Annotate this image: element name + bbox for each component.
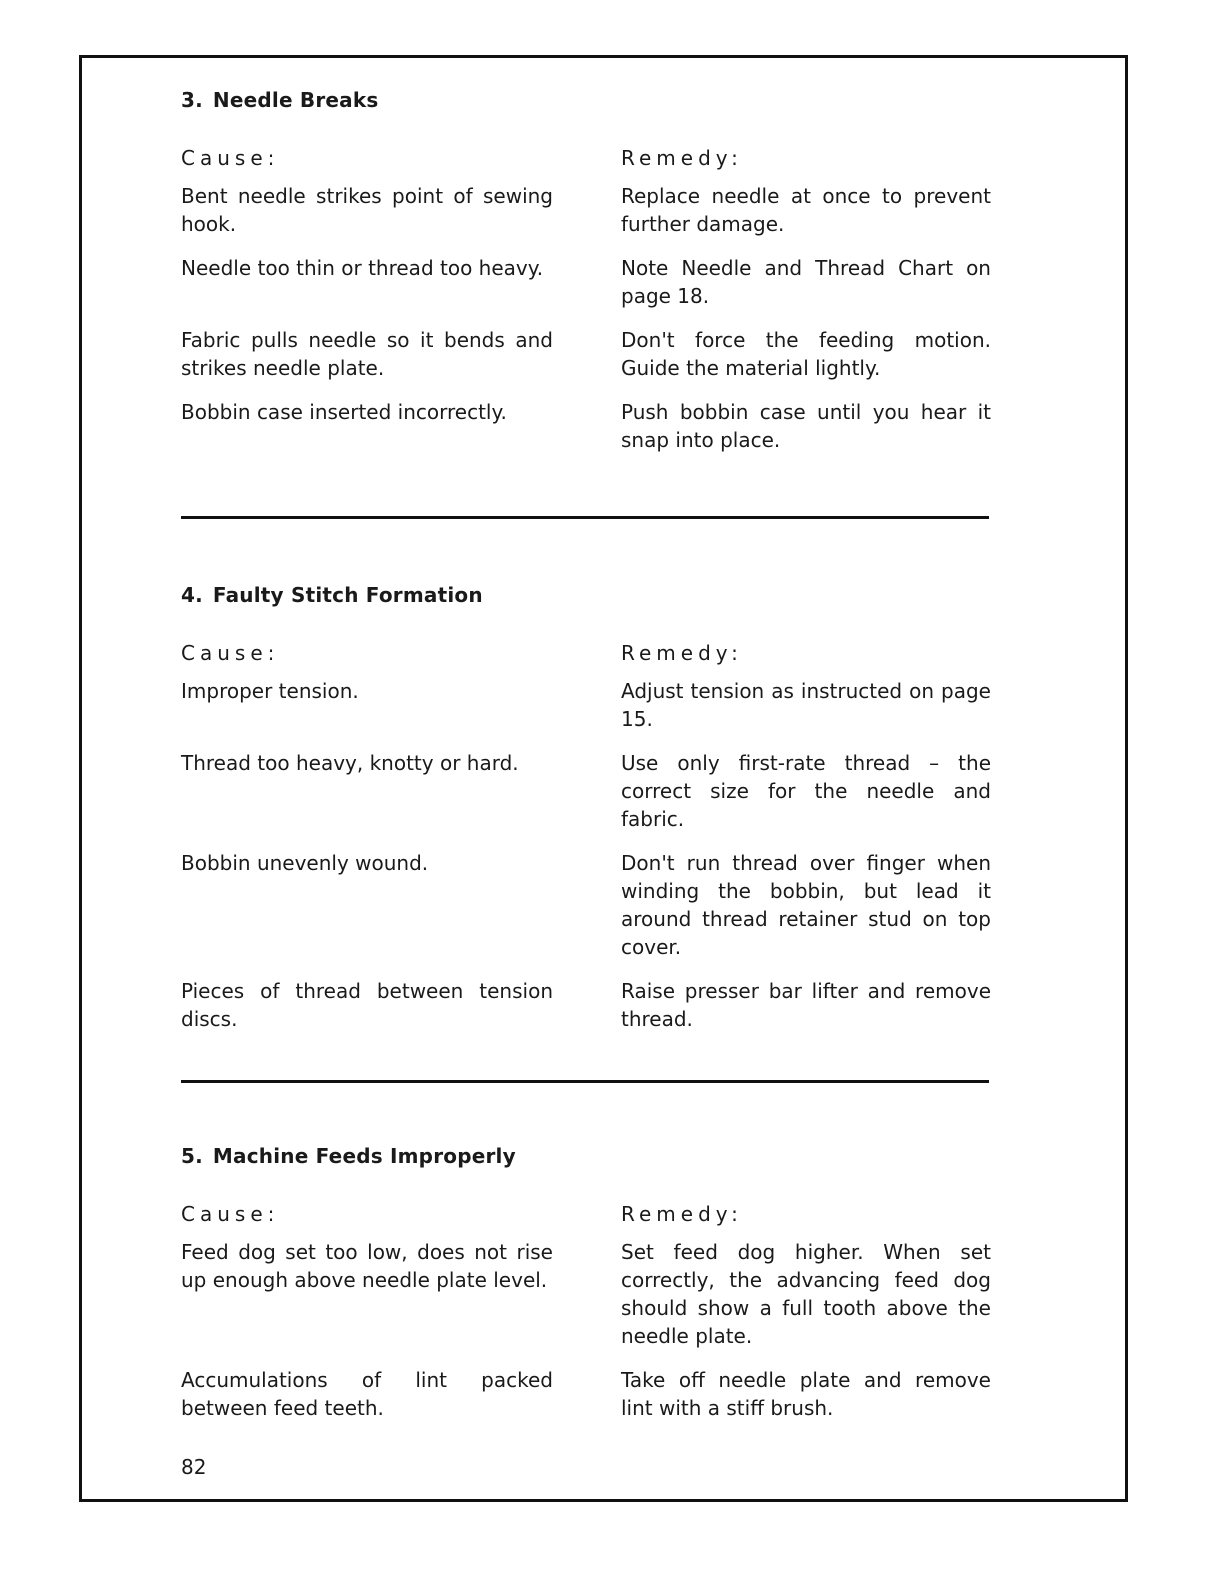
cause-text: Bobbin case inserted incorrectly. <box>181 400 507 424</box>
section-title <box>181 88 991 112</box>
cause-text: Thread too heavy, knotty or hard. <box>181 751 519 775</box>
remedy-text: Don't force the feeding motion. Guide the material lightly. <box>621 328 991 380</box>
section-number: 4. <box>181 583 203 607</box>
page-number: 82 <box>181 1455 207 1479</box>
section-machine-feeds-improperly <box>181 1144 991 1422</box>
cause-text: Pieces of thread between tension discs. <box>181 979 553 1031</box>
remedy-label: Remedy: <box>621 641 743 665</box>
remedy-label: Remedy: <box>621 146 743 170</box>
remedy-text: Adjust tension as instructed on page 15. <box>621 679 991 731</box>
cause-label: Cause: <box>181 146 280 170</box>
remedy-text: Replace needle at once to prevent further damage. <box>621 184 991 236</box>
cause-remedy-table <box>181 639 991 1033</box>
section-number: 3. <box>181 88 203 112</box>
cause-text: Bent needle strikes point of sewing hook. <box>181 184 553 236</box>
remedy-text: Take off needle plate and remove lint with a stiff brush. <box>621 1368 991 1420</box>
cause-text: Bobbin unevenly wound. <box>181 851 429 875</box>
section-faulty-stitch-formation <box>181 583 991 1033</box>
remedy-text: Note Needle and Thread Chart on page 18. <box>621 256 991 308</box>
section-title-text: Machine Feeds Improperly <box>212 1144 516 1168</box>
remedy-text: Use only first-rate thread – the correct size for the needle and fabric. <box>621 751 991 831</box>
cause-text: Fabric pulls needle so it bends and strikes needle plate. <box>181 328 553 380</box>
section-number: 5. <box>181 1144 203 1168</box>
remedy-text: Set feed dog higher. When set correctly, the advancing feed dog should show a full tooth above the needle plate. <box>621 1240 991 1348</box>
section-divider <box>181 516 989 519</box>
section-divider <box>181 1080 989 1083</box>
cause-label: Cause: <box>181 1202 280 1226</box>
cause-text: Feed dog set too low, does not rise up enough above needle plate level. <box>181 1240 553 1292</box>
cause-text: Improper tension. <box>181 679 359 703</box>
remedy-text: Raise presser bar lifter and remove thread. <box>621 979 991 1031</box>
cause-text: Accumulations of lint packed between feed teeth. <box>181 1368 553 1420</box>
cause-remedy-table <box>181 1200 991 1422</box>
section-title <box>181 1144 991 1168</box>
cause-text: Needle too thin or thread too heavy. <box>181 256 544 280</box>
remedy-text: Push bobbin case until you hear it snap into place. <box>621 400 991 452</box>
remedy-text: Don't run thread over finger when winding the bobbin, but lead it around thread retainer stud on top cover. <box>621 851 991 959</box>
section-title-text: Faulty Stitch Formation <box>212 583 483 607</box>
section-title <box>181 583 991 607</box>
section-title-text: Needle Breaks <box>212 88 379 112</box>
section-needle-breaks <box>181 88 991 454</box>
remedy-label: Remedy: <box>621 1202 743 1226</box>
cause-label: Cause: <box>181 641 280 665</box>
cause-remedy-table <box>181 144 991 454</box>
